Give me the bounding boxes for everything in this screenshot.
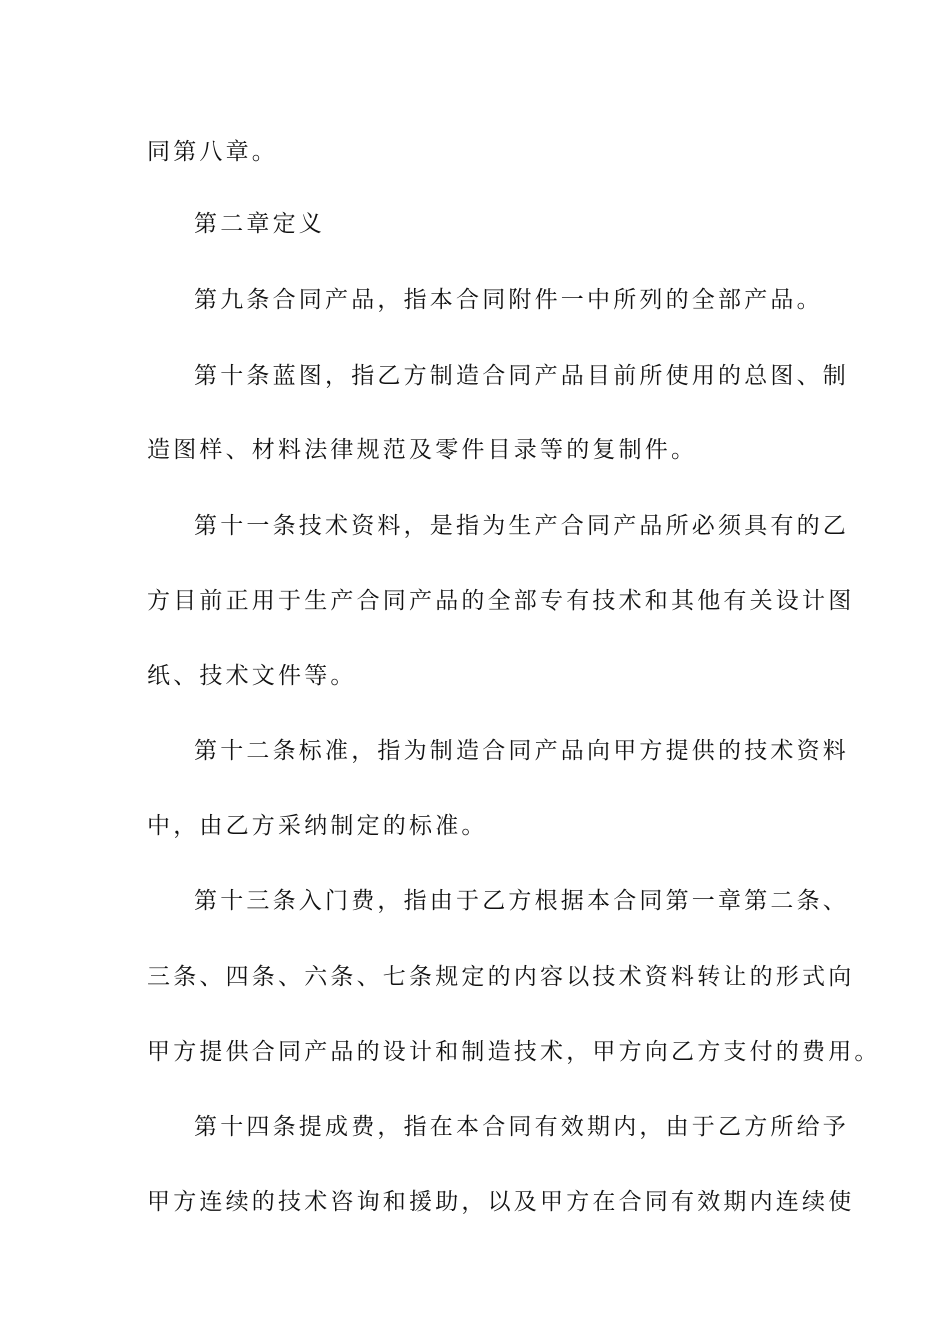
article-13-line-1: 第十三条入门费，指由于乙方根据本合同第一章第二条、 [194,888,849,914]
article-14-line-1: 第十四条提成费，指在本合同有效期内，由于乙方所给予 [194,1114,849,1140]
article-12-line-2: 中，由乙方采纳制定的标准。 [147,813,488,839]
article-11-line-2: 方目前正用于生产合同产品的全部专有技术和其他有关设计图 [147,588,855,614]
article-10-line-1: 第十条蓝图，指乙方制造合同产品目前所使用的总图、制 [194,363,849,389]
article-14-line-2: 甲方连续的技术咨询和援助，以及甲方在合同有效期内连续使 [147,1189,855,1215]
chapter-heading: 第二章定义 [194,211,325,237]
paragraph-line: 同第八章。 [147,139,278,165]
article-9-line: 第九条合同产品，指本合同附件一中所列的全部产品。 [194,287,823,313]
article-10-line-2: 造图样、材料法律规范及零件目录等的复制件。 [147,437,698,463]
article-12-line-1: 第十二条标准，指为制造合同产品向甲方提供的技术资料 [194,738,849,764]
article-11-line-3: 纸、技术文件等。 [147,663,357,689]
article-13-line-3: 甲方提供合同产品的设计和制造技术，甲方向乙方支付的费用。 [147,1039,881,1065]
article-13-line-2: 三条、四条、六条、七条规定的内容以技术资料转让的形式向 [147,964,855,990]
article-11-line-1: 第十一条技术资料，是指为生产合同产品所必须具有的乙 [194,513,849,539]
